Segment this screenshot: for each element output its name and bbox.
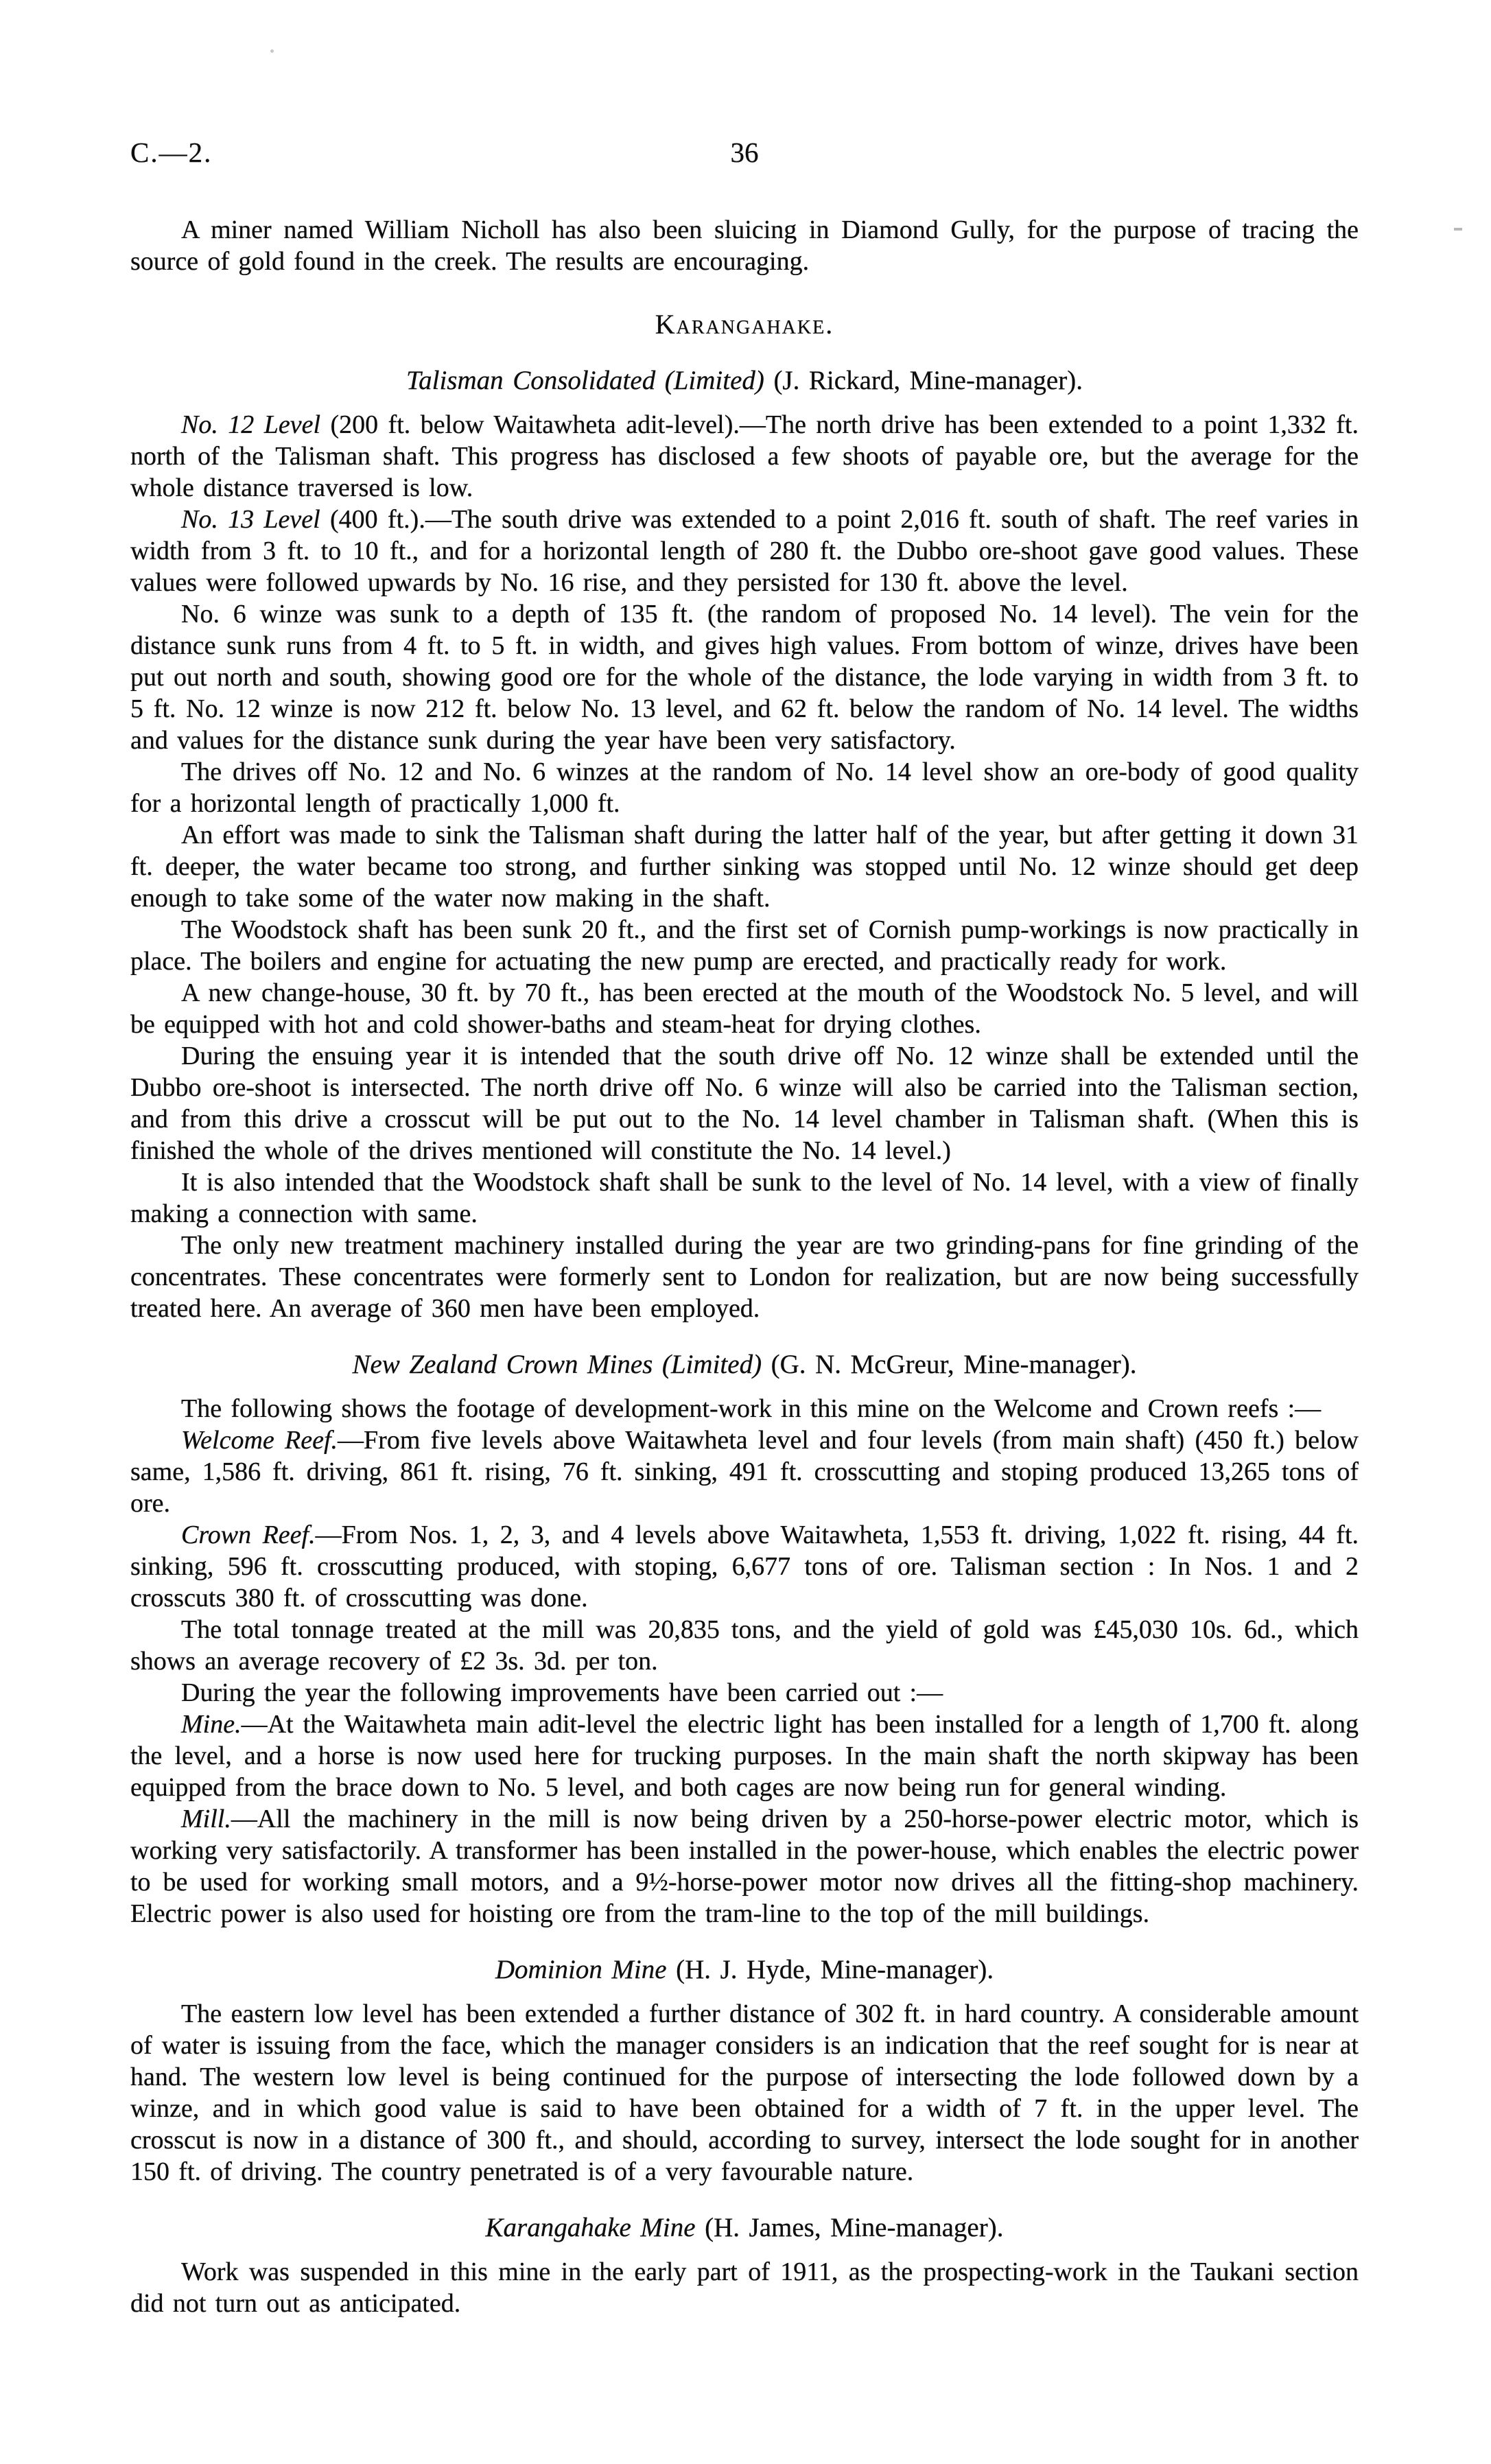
- paragraph: [130, 1230, 1359, 1324]
- mine-heading: [130, 1349, 1359, 1381]
- mine-name: New Zealand Crown Mines (Limited): [352, 1350, 762, 1379]
- paragraph: [130, 598, 1359, 756]
- paragraph-text: A new change-house, 30 ft. by 70 ft., has been erected at the mouth of the Woodstock No. 5 level, and will be equipped with hot and cold shower-baths and steam-heat for drying clothes.: [130, 978, 1359, 1039]
- paragraph-text: —From five levels above Waitawheta level and four levels (from main shaft) (450 ft.) below same, 1,586 ft. driving, 861 ft. rising, 76 ft. sinking, 491 ft. crosscutting and stoping produced 13,265 tons of ore.: [130, 1426, 1359, 1518]
- section-heading: Karangahake.: [655, 309, 834, 340]
- paragraph: [130, 1424, 1359, 1519]
- mine-name: Talisman Consolidated (Limited): [406, 366, 764, 395]
- paragraph-text: A miner named William Nicholl has also been sluicing in Diamond Gully, for the purpose of tracing the source of gold found in the creek. The results are encouraging.: [130, 215, 1359, 276]
- mine-name: Karangahake Mine: [485, 2213, 696, 2242]
- paragraph-text: During the ensuing year it is intended that the south drive off No. 12 winze shall be extended until the Dubbo ore-shoot is intersected. The north drive off No. 6 winze will also be carried into the Talisman section, and from this drive a crosscut will be put out to the No. 14 level chamber in Talisman shaft. (When this is finished the whole of the drives mentioned will constitute the No. 14 level.): [130, 1042, 1359, 1165]
- mine-heading: [130, 2212, 1359, 2244]
- report-code: C.—2.: [130, 137, 213, 168]
- mine-manager: (H. James, Mine-manager).: [695, 2213, 1004, 2242]
- paragraph: [130, 1519, 1359, 1614]
- paragraph: [130, 756, 1359, 819]
- paragraph: [130, 504, 1359, 598]
- paragraph: [130, 1393, 1359, 1424]
- page-number: 36: [730, 137, 759, 168]
- paragraph-text: The Woodstock shaft has been sunk 20 ft., and the first set of Cornish pump-workings is now practically in place. The boilers and engine for actuating the new pump are erected, and practically ready for work.: [130, 915, 1359, 976]
- paragraph-text: No. 6 winze was sunk to a depth of 135 ft. (the random of proposed No. 14 level). The vein for the distance sunk runs from 4 ft. to 5 ft. in width, and gives high values. From bottom of winze, drives have been put out north and south, showing good ore for the whole of the distance, the lode varying in width from 3 ft. to 5 ft. No. 12 winze is now 212 ft. below No. 13 level, and 62 ft. below the random of No. 14 level. The widths and values for the distance sunk during the year have been very satisfactory.: [130, 600, 1359, 755]
- paragraph-lead-italic: Mill.: [181, 1805, 231, 1833]
- paragraph: [130, 1166, 1359, 1230]
- scan-mark: [1454, 228, 1462, 231]
- paragraph-text: The eastern low level has been extended a further distance of 302 ft. in hard country. A considerable amount of water is issuing from the face, which the manager considers is an indication that the reef sought for is near at hand. The western low level is being continued for the purpose of intersecting the lode followed down by a winze, and in which good value is said to have been obtained for a width of 7 ft. in the upper level. The crosscut is now in a distance of 300 ft., and should, according to survey, intersect the lode sought for in another 150 ft. of driving. The country penetrated is of a very favourable nature.: [130, 1999, 1359, 2186]
- paragraph: [130, 1803, 1359, 1929]
- mine-manager: (J. Rickard, Mine-manager).: [764, 366, 1083, 395]
- mine-manager: (G. N. McGreur, Mine-manager).: [762, 1350, 1137, 1379]
- paragraph-text: —All the machinery in the mill is now being driven by a 250-horse-power electric motor, which is working very satisfactorily. A transformer has been installed in the power-house, which enables the electric power to be used for working small motors, and a 9½-horse-power motor now drives all the fitting-shop machinery. Electric power is also used for hoisting ore from the tram-line to the top of the mill buildings.: [130, 1805, 1359, 1928]
- paragraph-text: During the year the following improvements have been carried out :—: [181, 1678, 943, 1707]
- paragraph: [130, 1614, 1359, 1677]
- paragraph-text: The total tonnage treated at the mill was 20,835 tons, and the yield of gold was £45,030 10s. 6d., which shows an average recovery of £2 3s. 3d. per ton.: [130, 1615, 1359, 1676]
- paragraph-text: —At the Waitawheta main adit-level the electric light has been installed for a length of 1,700 ft. along the level, and a horse is now used here for trucking purposes. In the main shaft the north skipway has been equipped from the brace down to No. 5 level, and both cages are now being run for general winding.: [130, 1710, 1359, 1802]
- paragraph: [130, 1677, 1359, 1709]
- mine-heading: [130, 1954, 1359, 1986]
- paragraph: [130, 1040, 1359, 1166]
- paragraph-lead-italic: No. 13 Level: [181, 505, 320, 534]
- paragraph: [130, 409, 1359, 504]
- paragraph-text: The only new treatment machinery installed during the year are two grinding-pans for fine grinding of the concentrates. These concentrates were formerly sent to London for realization, but are now being successfully treated here. An average of 360 men have been employed.: [130, 1231, 1359, 1323]
- page-header: [130, 136, 1359, 177]
- paragraph: [130, 1709, 1359, 1803]
- paragraph-text: An effort was made to sink the Talisman shaft during the latter half of the year, but after getting it down 31 ft. deeper, the water became too strong, and further sinking was stopped until No. 12 winze should get deep enough to take some of the water now making in the shaft.: [130, 821, 1359, 913]
- paragraph-lead-italic: Welcome Reef.: [181, 1426, 338, 1455]
- paragraph: [130, 977, 1359, 1040]
- paragraph-text: (200 ft. below Waitawheta adit-level).—The north drive has been extended to a point 1,332 ft. north of the Talisman shaft. This progress has disclosed a few shoots of payable ore, but the average for the whole distance traversed is low.: [130, 410, 1359, 502]
- paragraph-text: Work was suspended in this mine in the early part of 1911, as the prospecting-work in the Taukani section did not turn out as anticipated.: [130, 2257, 1359, 2318]
- paragraph-text: The following shows the footage of development-work in this mine on the Welcome and Crown reefs :—: [181, 1394, 1322, 1423]
- paragraph-text: The drives off No. 12 and No. 6 winzes at the random of No. 14 level show an ore-body of good quality for a horizontal length of practically 1,000 ft.: [130, 758, 1359, 818]
- scan-speck: [270, 49, 274, 53]
- paragraph: [130, 1998, 1359, 2187]
- paragraph-lead-italic: Mine.: [181, 1710, 242, 1739]
- document-body: [130, 214, 1359, 2319]
- paragraph-lead-italic: No. 12 Level: [181, 410, 321, 439]
- paragraph-text: —From Nos. 1, 2, 3, and 4 levels above Waitawheta, 1,553 ft. driving, 1,022 ft. rising, 44 ft. sinking, 596 ft. crosscutting produced, with stoping, 6,677 tons of ore. Talisman section : In Nos. 1 and 2 crosscuts 380 ft. of crosscutting was done.: [130, 1521, 1359, 1612]
- paragraph-text: It is also intended that the Woodstock shaft shall be sunk to the level of No. 14 level, with a view of finally making a connection with same.: [130, 1168, 1359, 1228]
- paragraph: [130, 819, 1359, 914]
- mine-name: Dominion Mine: [495, 1955, 667, 1984]
- paragraph-text: (400 ft.).—The south drive was extended to a point 2,016 ft. south of shaft. The reef varies in width from 3 ft. to 10 ft., and for a horizontal length of 280 ft. the Dubbo ore-shoot gave good values. These values were followed upwards by No. 16 rise, and they persisted for 130 ft. above the level.: [130, 505, 1359, 597]
- paragraph-lead-italic: Crown Reef.: [181, 1521, 316, 1549]
- paragraph: [130, 914, 1359, 977]
- paragraph: [130, 2256, 1359, 2319]
- mine-heading: [130, 365, 1359, 397]
- paragraph: [130, 214, 1359, 277]
- mine-manager: (H. J. Hyde, Mine-manager).: [666, 1955, 994, 1984]
